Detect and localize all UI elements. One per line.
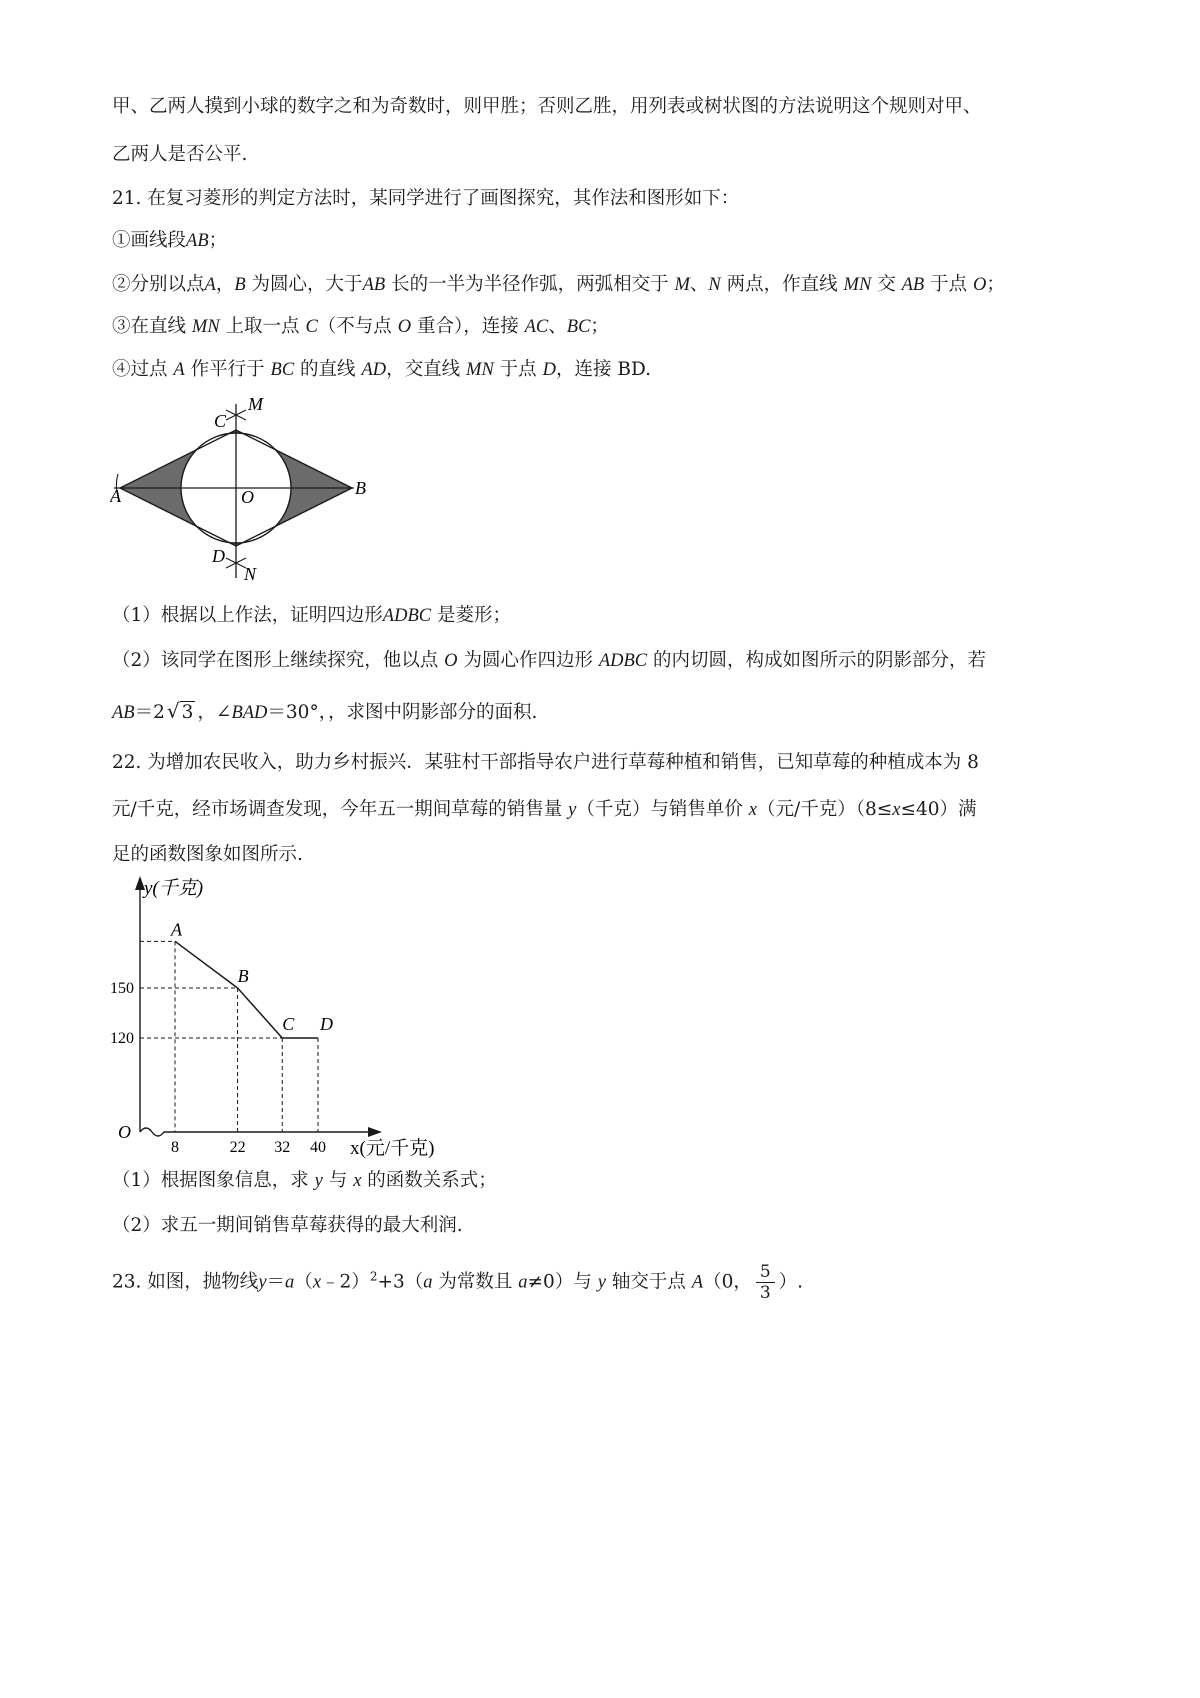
x-tick-32: 32	[274, 1139, 291, 1156]
q21-step2: ②分别以点A，B 为圆心，大于AB 长的一半为半径作弧，两弧相交于 M、N 两点，作直线 MN 交 AB 于点 O；	[112, 274, 1005, 295]
point-label-D: D	[320, 1014, 333, 1034]
q21-intro: 21. 在复习菱形的判定方法时，某同学进行了画图探究，其作法和图形如下：	[112, 188, 740, 209]
q21-step1: ①画线段AB；	[112, 230, 228, 251]
x-tick-40: 40	[310, 1139, 326, 1156]
point-label-A: A	[171, 919, 182, 940]
segment-BC	[238, 988, 283, 1038]
q22-line2: 元/千克，经市场调查发现，今年五一期间草莓的销售量 y（千克）与销售单价 x（元/千克）（8≤x≤40）满	[112, 799, 977, 820]
q22-part1: （1）根据图象信息，求 y 与 x 的函数关系式；	[112, 1170, 497, 1191]
q22-part2: （2）求五一期间销售草莓获得的最大利润.	[112, 1215, 463, 1236]
segment-AB	[175, 941, 238, 988]
label-D: D	[212, 546, 225, 566]
x-tick-8: 8	[171, 1139, 179, 1156]
q22-line3: 足的函数图象如图所示.	[112, 844, 303, 865]
label-M: M	[248, 394, 263, 414]
y-tick-120: 120	[110, 1030, 134, 1047]
origin-label: O	[118, 1122, 131, 1142]
point-label-C: C	[282, 1014, 295, 1034]
label-B: B	[355, 478, 366, 498]
point-label-B: B	[237, 966, 249, 986]
q20-line2: 乙两人是否公平.	[112, 144, 248, 165]
sqrt-3: √ 3	[166, 699, 194, 723]
q21-part1: （1）根据以上作法，证明四边形ADBC 是菱形；	[112, 605, 511, 626]
label-C: C	[214, 411, 227, 431]
x-axis-label: x(元/千克)	[350, 1138, 435, 1159]
y-tick-150: 150	[110, 980, 134, 997]
x-tick-22: 22	[229, 1139, 246, 1156]
x-axis-arrow	[368, 1127, 382, 1137]
q21-step4: ④过点 A 作平行于 BC 的直线 AD，交直线 MN 于点 D，连接 BD.	[112, 359, 652, 380]
sales-chart	[100, 870, 480, 1160]
label-N: N	[244, 564, 257, 584]
q23-line: 23. 如图，抛物线y＝a（x﹣2）$^2$+3（a 为常数且 a≠0）与 y 轴交于点 A（0， $\frac{5}{3}$ ）.	[112, 1262, 804, 1303]
q20-line1: 甲、乙两人摸到小球的数字之和为奇数时，则甲胜；否则乙胜，用列表或树状图的方法说明这个规则对甲、	[112, 96, 982, 117]
q21-part2: （2）该同学在图形上继续探究，他以点 O 为圆心作四边形 ADBC 的内切圆，构成如图所示的阴影部分，若	[112, 650, 987, 671]
y-axis-label: y(千克)	[144, 878, 204, 899]
q21-step3: ③在直线 MN 上取一点 C（不与点 O 重合），连接 AC、BC；	[112, 316, 609, 337]
label-O: O	[241, 487, 254, 507]
fraction-5-3: $\frac{5}{3}$	[756, 1262, 775, 1303]
rhombus-figure	[110, 390, 380, 590]
q21-part2-cond: AB＝2 √ 3 ，∠BAD＝30°，，求图中阴影部分的面积.	[112, 698, 1102, 726]
label-A: A	[110, 486, 121, 506]
q22-line1: 22. 为增加农民收入，助力乡村振兴．某驻村干部指导农户进行草莓种植和销售，已知草莓的种植成本为 8	[112, 752, 979, 773]
